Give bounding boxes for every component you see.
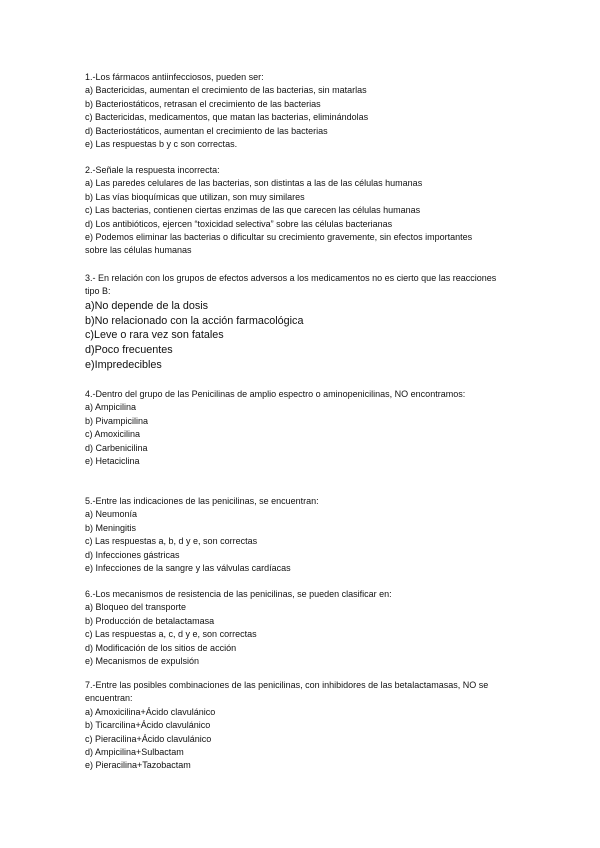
option: d) Infecciones gástricas [85, 549, 180, 560]
option: d) Carbenicilina [85, 442, 148, 453]
question-title: 3.- En relación con los grupos de efectos adversos a los medicamentos no es cierto que las reacciones tipo B: [85, 273, 497, 297]
question-3 [85, 272, 505, 373]
question-2 [85, 164, 485, 258]
option: c) Las respuestas a, b, d y e, son correctas [85, 536, 258, 547]
question-title: 5.-Entre las indicaciones de las penicilinas, se encuentran: [85, 496, 319, 506]
question-title: 4.-Dentro del grupo de las Penicilinas de amplio espectro o aminopenicilinas, NO encontramos: [85, 389, 466, 399]
option: b) Bacteriostáticos, retrasan el crecimiento de las bacterias [85, 98, 321, 109]
option: d) Bacteriostáticos, aumentan el crecimiento de las bacterias [85, 125, 328, 136]
question-title: 2.-Señale la respuesta incorrecta: [85, 165, 220, 175]
question-title: 7.-Entre las posibles combinaciones de las penicilinas, con inhibidores de las betalactamasas, NO se encuentran: [85, 680, 489, 704]
option: b) Las vías bioquímicas que utilizan, son muy similares [85, 191, 305, 202]
option: d)Poco frecuentes [85, 344, 173, 357]
option: c) Amoxicilina [85, 429, 141, 440]
question-4 [85, 388, 475, 468]
option: c) Las respuestas a, c, d y e, son correctas [85, 629, 257, 640]
option: b) Pivampicilina [85, 415, 149, 426]
option: e) Las respuestas b y c son correctas. [85, 139, 238, 150]
option: d) Ampicilina+Sulbactam [85, 747, 184, 758]
question-5 [85, 495, 525, 575]
option: c) Pieracilina+Ácido clavulánico [85, 733, 212, 744]
option: a) Neumonía [85, 509, 138, 520]
question-6 [85, 588, 525, 668]
question-1 [85, 71, 525, 151]
option: e) Infecciones de la sangre y las válvulas cardíacas [85, 563, 291, 574]
option: d) Los antibióticos, ejercen “toxicidad selectiva” sobre las células bacterianas [85, 218, 393, 229]
option: a) Amoxicilina+Ácido clavulánico [85, 706, 216, 717]
option: b) Ticarcilina+Ácido clavulánico [85, 720, 211, 731]
option: c) Bactericidas, medicamentos, que matan las bacterias, eliminándolas [85, 112, 369, 123]
question-title: 6.-Los mecanismos de resistencia de las penicilinas, se pueden clasificar en: [85, 589, 392, 599]
option: b) Meningitis [85, 522, 137, 533]
option: a) Bloqueo del transporte [85, 602, 187, 613]
option: e) Podemos eliminar las bacterias o dificultar su crecimiento gravemente, sin efectos importantes sobre las células humanas [85, 232, 473, 256]
option: a) Las paredes celulares de las bacterias, son distintas a las de las células humanas [85, 178, 423, 189]
option: e) Hetaciclina [85, 456, 140, 467]
question-title: 1.-Los fármacos antiinfecciosos, pueden ser: [85, 72, 264, 82]
option: e)Impredecibles [85, 359, 162, 371]
question-7 [85, 679, 515, 773]
option: e) Mecanismos de expulsión [85, 656, 200, 667]
option: b)No relacionado con la acción farmacológica [85, 314, 304, 327]
option: a) Bactericidas, aumentan el crecimiento de las bacterias, sin matarlas [85, 85, 367, 96]
option: c)Leve o rara vez son fatales [85, 329, 224, 342]
option: a)No depende de la dosis [85, 299, 209, 312]
option: e) Pieracilina+Tazobactam [85, 760, 191, 771]
option: d) Modificación de los sitios de acción [85, 642, 237, 653]
option: b) Producción de betalactamasa [85, 615, 215, 626]
option: c) Las bacterias, contienen ciertas enzimas de las que carecen las células humanas [85, 205, 421, 216]
option: a) Ampicilina [85, 402, 137, 413]
